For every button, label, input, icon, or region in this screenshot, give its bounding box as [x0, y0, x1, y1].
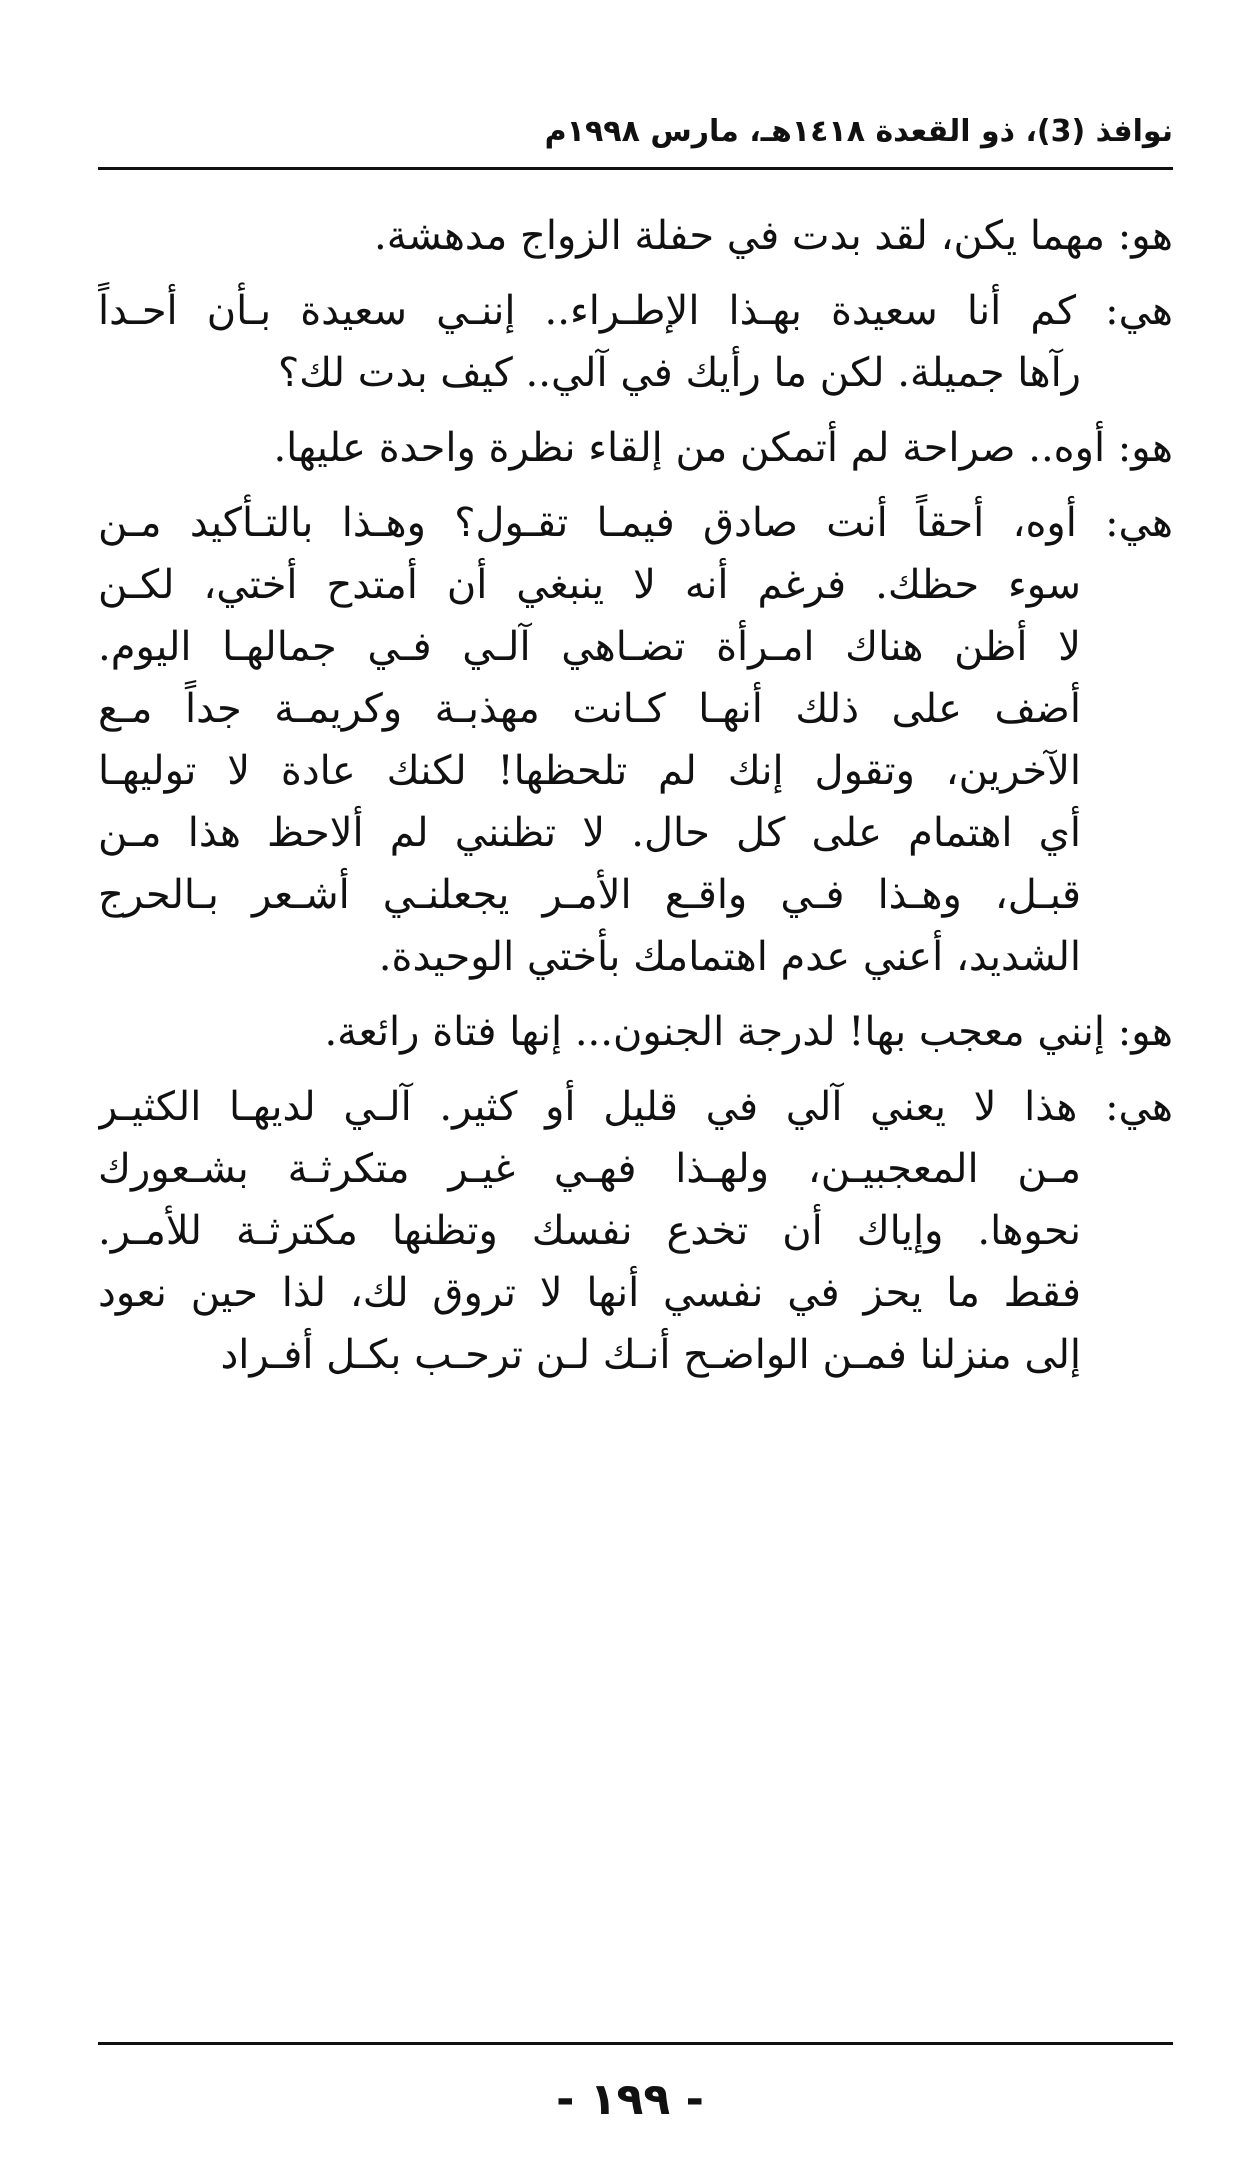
header-rule — [98, 167, 1173, 170]
dialogue-line: هي: هذا لا يعني آلي في قليل أو كثير. آلـي لديهـا الكثيـر — [98, 1084, 1173, 1130]
dialogue-body — [98, 205, 1173, 1399]
dialogue-paragraph — [98, 1001, 1173, 1063]
dialogue-line: هو: مهما يكن، لقد بدت في حفلة الزواج مدهشة. — [373, 213, 1173, 259]
dialogue-line: هو: أوه.. صراحة لم أتمكن من إلقاء نظرة واحدة عليها. — [273, 425, 1173, 471]
dialogue-line: إلى منزلنا فمـن الواضـح أنـك لـن ترحـب بكـل أفـراد — [220, 1332, 1081, 1378]
dialogue-line: سوء حظك. فرغم أنه لا ينبغي أن أمتدح أختي، لكـن — [98, 562, 1081, 608]
dialogue-paragraph — [98, 417, 1173, 479]
dialogue-line: هي: كم أنا سعيدة بهـذا الإطـراء.. إننـي سعيدة بـأن أحـداً — [98, 288, 1173, 334]
dialogue-line: هي: أوه، أحقاً أنت صادق فيمـا تقـول؟ وهـذا بالتـأكيد مـن — [98, 500, 1173, 546]
dialogue-line: رآها جميلة. لكن ما رأيك في آلي.. كيف بدت لك؟ — [277, 350, 1081, 396]
dialogue-line: مـن المعجبيـن، ولهـذا فهـي غيـر متكرثـة بشـعورك — [98, 1146, 1081, 1192]
dialogue-line: لا أظن هناك امـرأة تضـاهي آلـي فـي جمالهـا اليوم. — [98, 624, 1081, 670]
dialogue-line: هو: إنني معجب بها! لدرجة الجنون... إنها فتاة رائعة. — [324, 1009, 1173, 1055]
dialogue-paragraph — [98, 280, 1173, 404]
page-number: - ١٩٩ - — [556, 2074, 704, 2125]
running-header: نوافذ (3)، ذو القعدة ١٤١٨هـ، مارس ١٩٩٨م — [544, 114, 1173, 149]
dialogue-line: الآخرين، وتقول إنك لم تلحظها! لكنك عادة لا توليهـا — [98, 748, 1081, 794]
dialogue-line: فقط ما يحز في نفسي أنها لا تروق لك، لذا حين نعود — [98, 1270, 1081, 1316]
dialogue-line: أي اهتمام على كل حال. لا تظنني لم ألاحظ هذا مـن — [98, 810, 1081, 856]
dialogue-line: الشديد، أعني عدم اهتمامك بأختي الوحيدة. — [378, 934, 1081, 980]
dialogue-paragraph — [98, 1076, 1173, 1386]
footer-rule — [98, 2042, 1173, 2045]
dialogue-line: نحوها. وإياك أن تخدع نفسك وتظنها مكترثـة للأمـر. — [98, 1208, 1081, 1254]
dialogue-paragraph — [98, 492, 1173, 988]
dialogue-line: أضف على ذلك أنهـا كـانت مهذبـة وكريمـة جداً مـع — [98, 686, 1081, 732]
dialogue-paragraph — [98, 205, 1173, 267]
dialogue-line: قبـل، وهـذا فـي واقـع الأمـر يجعلنـي أشـعر بـالحرج — [98, 872, 1081, 918]
